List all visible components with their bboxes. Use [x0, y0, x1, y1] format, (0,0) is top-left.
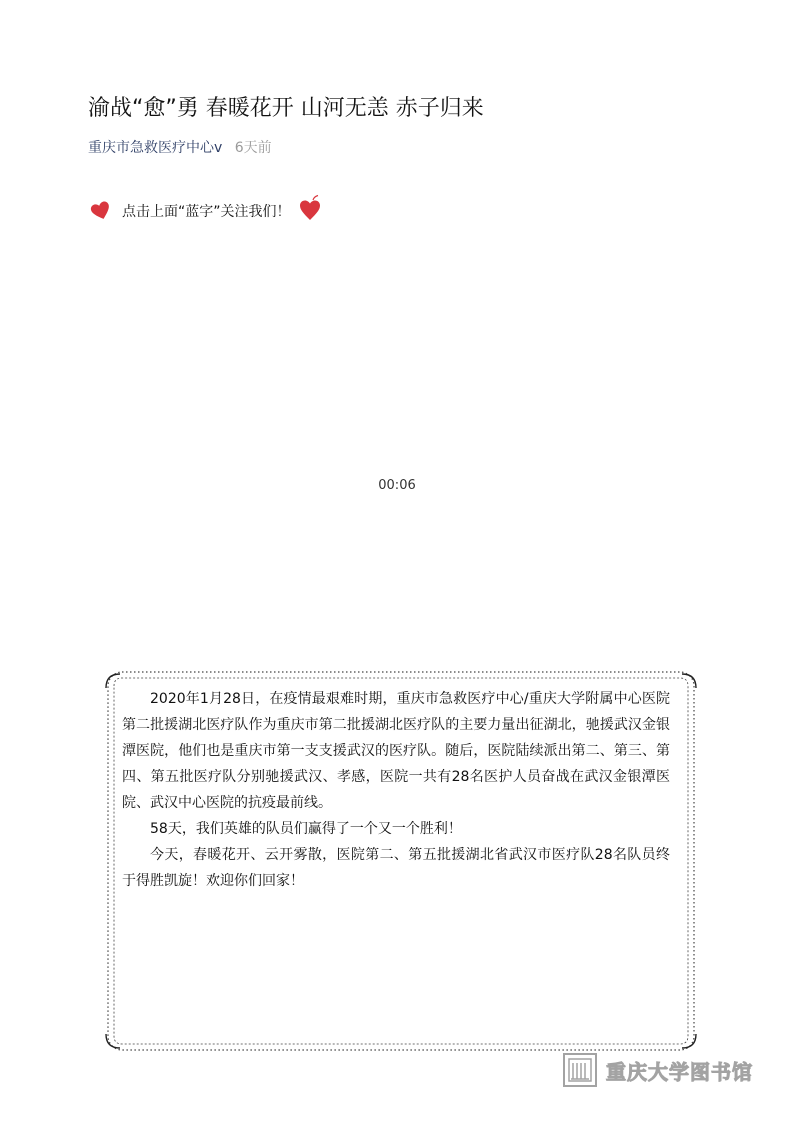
account-name-link[interactable]: 重庆市急救医疗中心v — [88, 140, 223, 156]
article-text-frame — [100, 668, 700, 1054]
library-logo-icon — [562, 1052, 598, 1088]
article-body — [122, 686, 670, 894]
publish-time: 6天前 — [234, 140, 272, 156]
watermark-text: 重庆大学图书馆 — [606, 1059, 753, 1084]
video-duration: 00:06 — [378, 478, 416, 493]
heart-icon — [90, 200, 112, 222]
video-player[interactable] — [88, 240, 706, 670]
library-watermark — [562, 1050, 762, 1090]
follow-banner — [90, 196, 323, 226]
body-paragraph: 今天，春暖花开、云开雾散，医院第二、第五批援湖北省武汉市医疗队28名队员终于得胜凯旋！欢迎你们回家！ — [122, 847, 670, 889]
article-meta — [88, 137, 272, 159]
article-title: 渝战“愈”勇 春暖花开 山河无恙 赤子归来 — [88, 96, 484, 121]
heart-icon — [297, 194, 323, 222]
follow-prompt-text: 点击上面“蓝字”关注我们！ — [122, 204, 291, 220]
body-paragraph: 58天，我们英雄的队员们赢得了一个又一个胜利！ — [150, 821, 462, 837]
body-paragraph: 2020年1月28日，在疫情最艰难时期，重庆市急救医疗中心/重庆大学附属中心医院第二批援湖北医疗队作为重庆市第二批援湖北医疗队的主要力量出征湖北，驰援武汉金银潭医院，他们也是重庆市第一支支援武汉的医疗队。随后，医院陆续派出第二、第三、第四、第五批医疗队分别驰援武汉、孝感，医院一共有28名医护人员奋战在武汉金银潭医院、武汉中心医院的抗疫最前线。 — [122, 691, 670, 811]
